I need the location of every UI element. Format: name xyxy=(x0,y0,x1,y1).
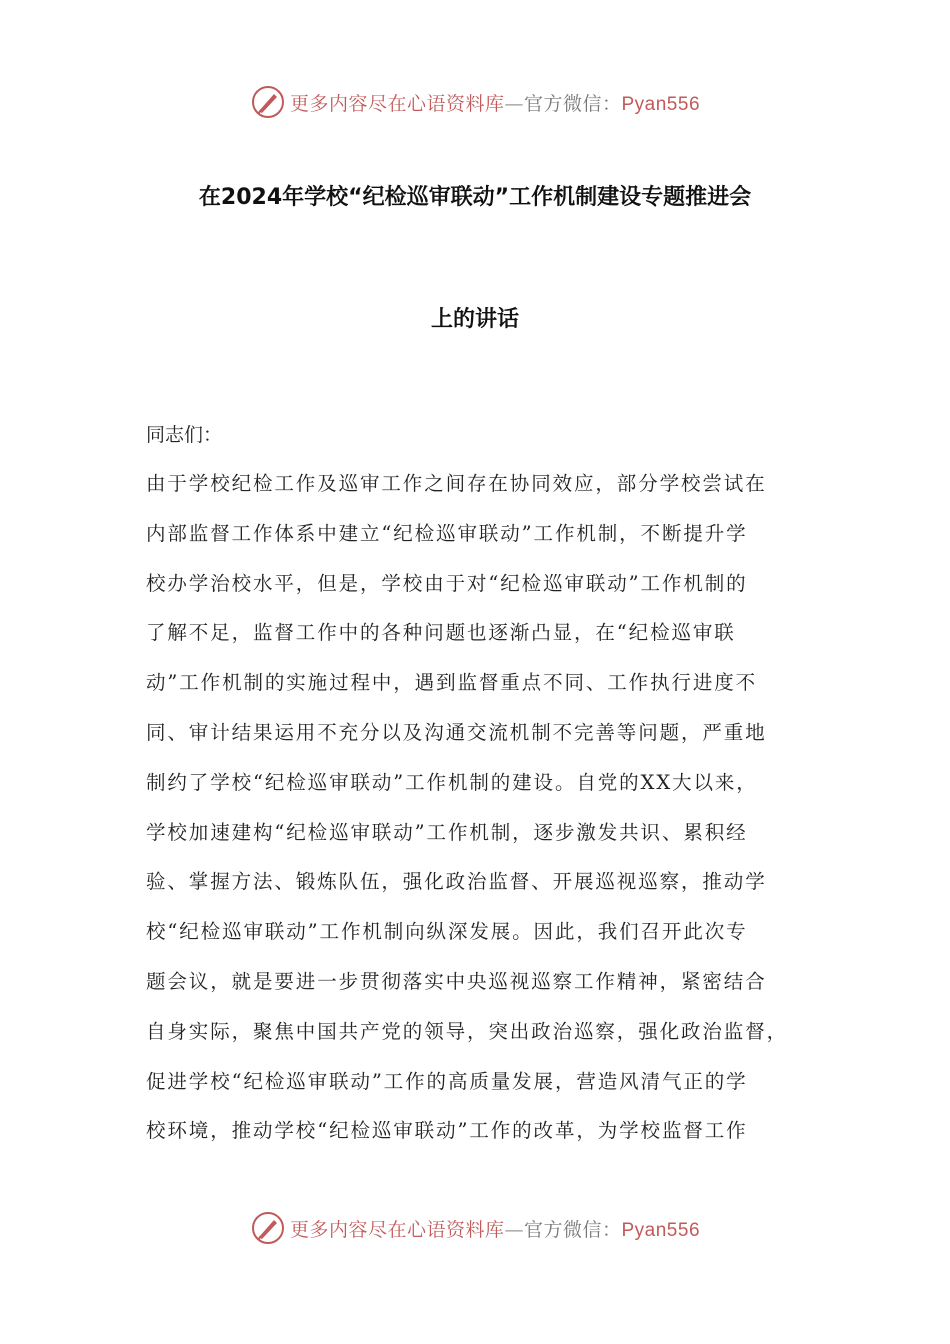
body-line: 了解不足，监督工作中的各种问题也逐渐凸显，在“纪检巡审联 xyxy=(146,621,736,645)
footer-watermark xyxy=(0,1206,950,1250)
quill-pen-logo-icon xyxy=(250,84,286,120)
body-line: 内部监督工作体系中建立“纪检巡审联动”工作机制，不断提升学 xyxy=(146,521,748,545)
body-line: 自身实际，聚焦中国共产党的领导，突出政治巡察，强化政治监督， xyxy=(146,1019,789,1043)
body-line: 题会议，就是要进一步贯彻落实中央巡视巡察工作精神，紧密结合 xyxy=(146,969,767,993)
body-line: 促进学校“纪检巡审联动”工作的高质量发展，营造风清气正的学 xyxy=(146,1069,748,1093)
body-line: 学校加速建构“纪检巡审联动”工作机制，逐步激发共识、累积经 xyxy=(146,820,748,844)
document-title-line-1: 在2024年学校“纪检巡审联动”工作机制建设专题推进会 xyxy=(198,185,752,210)
body-line: 同、审计结果运用不充分以及沟通交流机制不完善等问题，严重地 xyxy=(146,720,767,744)
document-title-line-2: 上的讲话 xyxy=(430,307,519,332)
body-line: 验、掌握方法、锻炼队伍，强化政治监督、开展巡视巡察，推动学 xyxy=(146,870,767,894)
body-line: 动”工作机制的实施过程中，遇到监督重点不同、工作执行进度不 xyxy=(146,671,758,695)
salutation: 同志们： xyxy=(146,424,223,446)
body-line: 由于学校纪检工作及巡审工作之间存在协同效应，部分学校尝试在 xyxy=(146,472,767,495)
watermark-text: 更多内容尽在心语资料库—官方微信：Pyan556 xyxy=(289,1218,701,1241)
body-line: 校环境，推动学校“纪检巡审联动”工作的改革，为学校监督工作 xyxy=(146,1119,748,1143)
quill-pen-logo-icon xyxy=(250,1210,286,1246)
body-line: 校“纪检巡审联动”工作机制向纵深发展。因此，我们召开此次专 xyxy=(146,920,748,944)
watermark-text: 更多内容尽在心语资料库—官方微信：Pyan556 xyxy=(289,92,701,115)
body-line: 制约了学校“纪检巡审联动”工作机制的建设。自党的XX大以来， xyxy=(146,770,758,794)
header-watermark xyxy=(0,80,950,124)
body-text xyxy=(146,470,826,1167)
body-line: 校办学治校水平，但是，学校由于对“纪检巡审联动”工作机制的 xyxy=(146,571,748,595)
